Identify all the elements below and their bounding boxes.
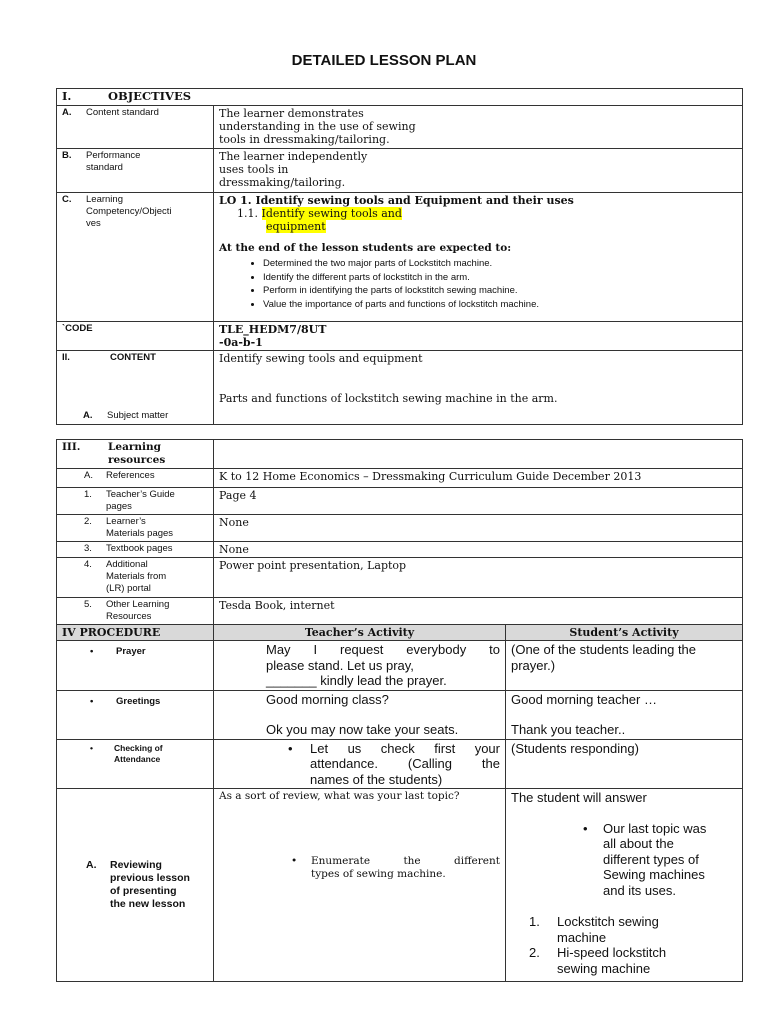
- other-resources-value: Tesda Book, internet: [214, 598, 743, 625]
- list-item: • Value the importance of parts and functions of lockstitch machine.: [263, 298, 737, 312]
- greetings-label: • Greetings: [57, 690, 214, 739]
- textbook-pages-value: None: [214, 542, 743, 558]
- prayer-label: • Prayer: [57, 641, 214, 691]
- prayer-teacher: May I request everybody to please stand. Let us pray, _______ kindly lead the prayer.: [214, 641, 506, 691]
- content-standard-label: A. Content standard: [57, 106, 214, 149]
- list-item: 1. Lockstitch sewing machine: [529, 914, 659, 945]
- review-label: A. Reviewing previous lesson of presenting the new lesson: [57, 789, 214, 982]
- attendance-student: (Students responding): [506, 739, 743, 789]
- teacher-activity-header: Teacher’s Activity: [214, 625, 506, 641]
- greetings-teacher: Good morning class? Ok you may now take your seats.: [214, 690, 506, 739]
- list-item: • Perform in identifying the parts of lockstitch sewing machine.: [263, 284, 737, 298]
- review-teacher: As a sort of review, what was your last topic? • Enumerate the different types of sewing machine.: [214, 789, 506, 982]
- learners-materials-value: None: [214, 515, 743, 542]
- list-item: 2. Hi-speed lockstitch sewing machine: [529, 945, 667, 976]
- content-standard-text: The learner demonstrates understanding in the use of sewing tools in dressmaking/tailoring.: [214, 106, 743, 149]
- attendance-label: • Checking of Attendance: [57, 739, 214, 789]
- review-student: The student will answer • Our last topic was all about the different types of Sewing machines and its uses. 1. Lockstitch sewing machine 2. Hi-speed lockstitch sewing machine: [506, 789, 743, 982]
- previous-topics-list: [511, 914, 737, 976]
- attendance-teacher: • Let us check first your attendance. (Calling the names of the students): [214, 739, 506, 789]
- objectives-list: [219, 257, 737, 311]
- content-label: II. CONTENT A. Subject matter: [57, 351, 214, 425]
- learners-materials-label: 2. Learner’s Materials pages: [57, 515, 214, 542]
- textbook-pages-label: 3. Textbook pages: [57, 542, 214, 558]
- additional-materials-label: 4. Additional Materials from (LR) portal: [57, 558, 214, 598]
- content-text: Identify sewing tools and equipment Parts and functions of lockstitch sewing machine in the arm.: [214, 351, 743, 425]
- prayer-student: (One of the students leading the prayer.): [506, 641, 743, 691]
- student-activity-header: Student’s Activity: [506, 625, 743, 641]
- page-title: DETAILED LESSON PLAN: [291, 52, 477, 69]
- learning-competency-text: LO 1. Identify sewing tools and Equipment and their uses 1.1. Identify sewing tools and equipment At the end of the lesson students are expected to: • Determined the two major parts of Lockstitch machine. • Identify the different parts of lockstitch in the arm. • Perform in identifying the parts of lockstitch sewing machine. • Value the importance of parts and functions of lockstitch machine.: [214, 193, 743, 322]
- learning-resources-label: III. Learning resources: [57, 440, 214, 469]
- objectives-table: [56, 88, 743, 425]
- performance-standard-text: The learner independently uses tools in dressmaking/tailoring.: [214, 149, 743, 193]
- greetings-student: Good morning teacher … Thank you teacher..: [506, 690, 743, 739]
- references-label: A. References: [57, 469, 214, 488]
- highlighted-objective: Identify sewing tools and: [261, 207, 402, 220]
- objectives-heading: I. OBJECTIVES: [57, 89, 743, 106]
- code-value: TLE_HEDM7/8UT -0a-b-1: [214, 322, 743, 351]
- resources-procedure-table: [56, 439, 743, 982]
- other-resources-label: 5. Other Learning Resources: [57, 598, 214, 625]
- references-value: K to 12 Home Economics – Dressmaking Curriculum Guide December 2013: [214, 469, 743, 488]
- additional-materials-value: Power point presentation, Laptop: [214, 558, 743, 598]
- code-label: `CODE: [57, 322, 214, 351]
- learning-competency-label: C. Learning Competency/Objecti ves: [57, 193, 214, 322]
- procedure-header: IV PROCEDURE: [57, 625, 214, 641]
- performance-standard-label: B. Performance standard: [57, 149, 214, 193]
- teachers-guide-value: Page 4: [214, 488, 743, 515]
- list-item: • Determined the two major parts of Lockstitch machine.: [263, 257, 737, 271]
- list-item: • Identify the different parts of lockstitch in the arm.: [263, 271, 737, 285]
- teachers-guide-label: 1. Teacher’s Guide pages: [57, 488, 214, 515]
